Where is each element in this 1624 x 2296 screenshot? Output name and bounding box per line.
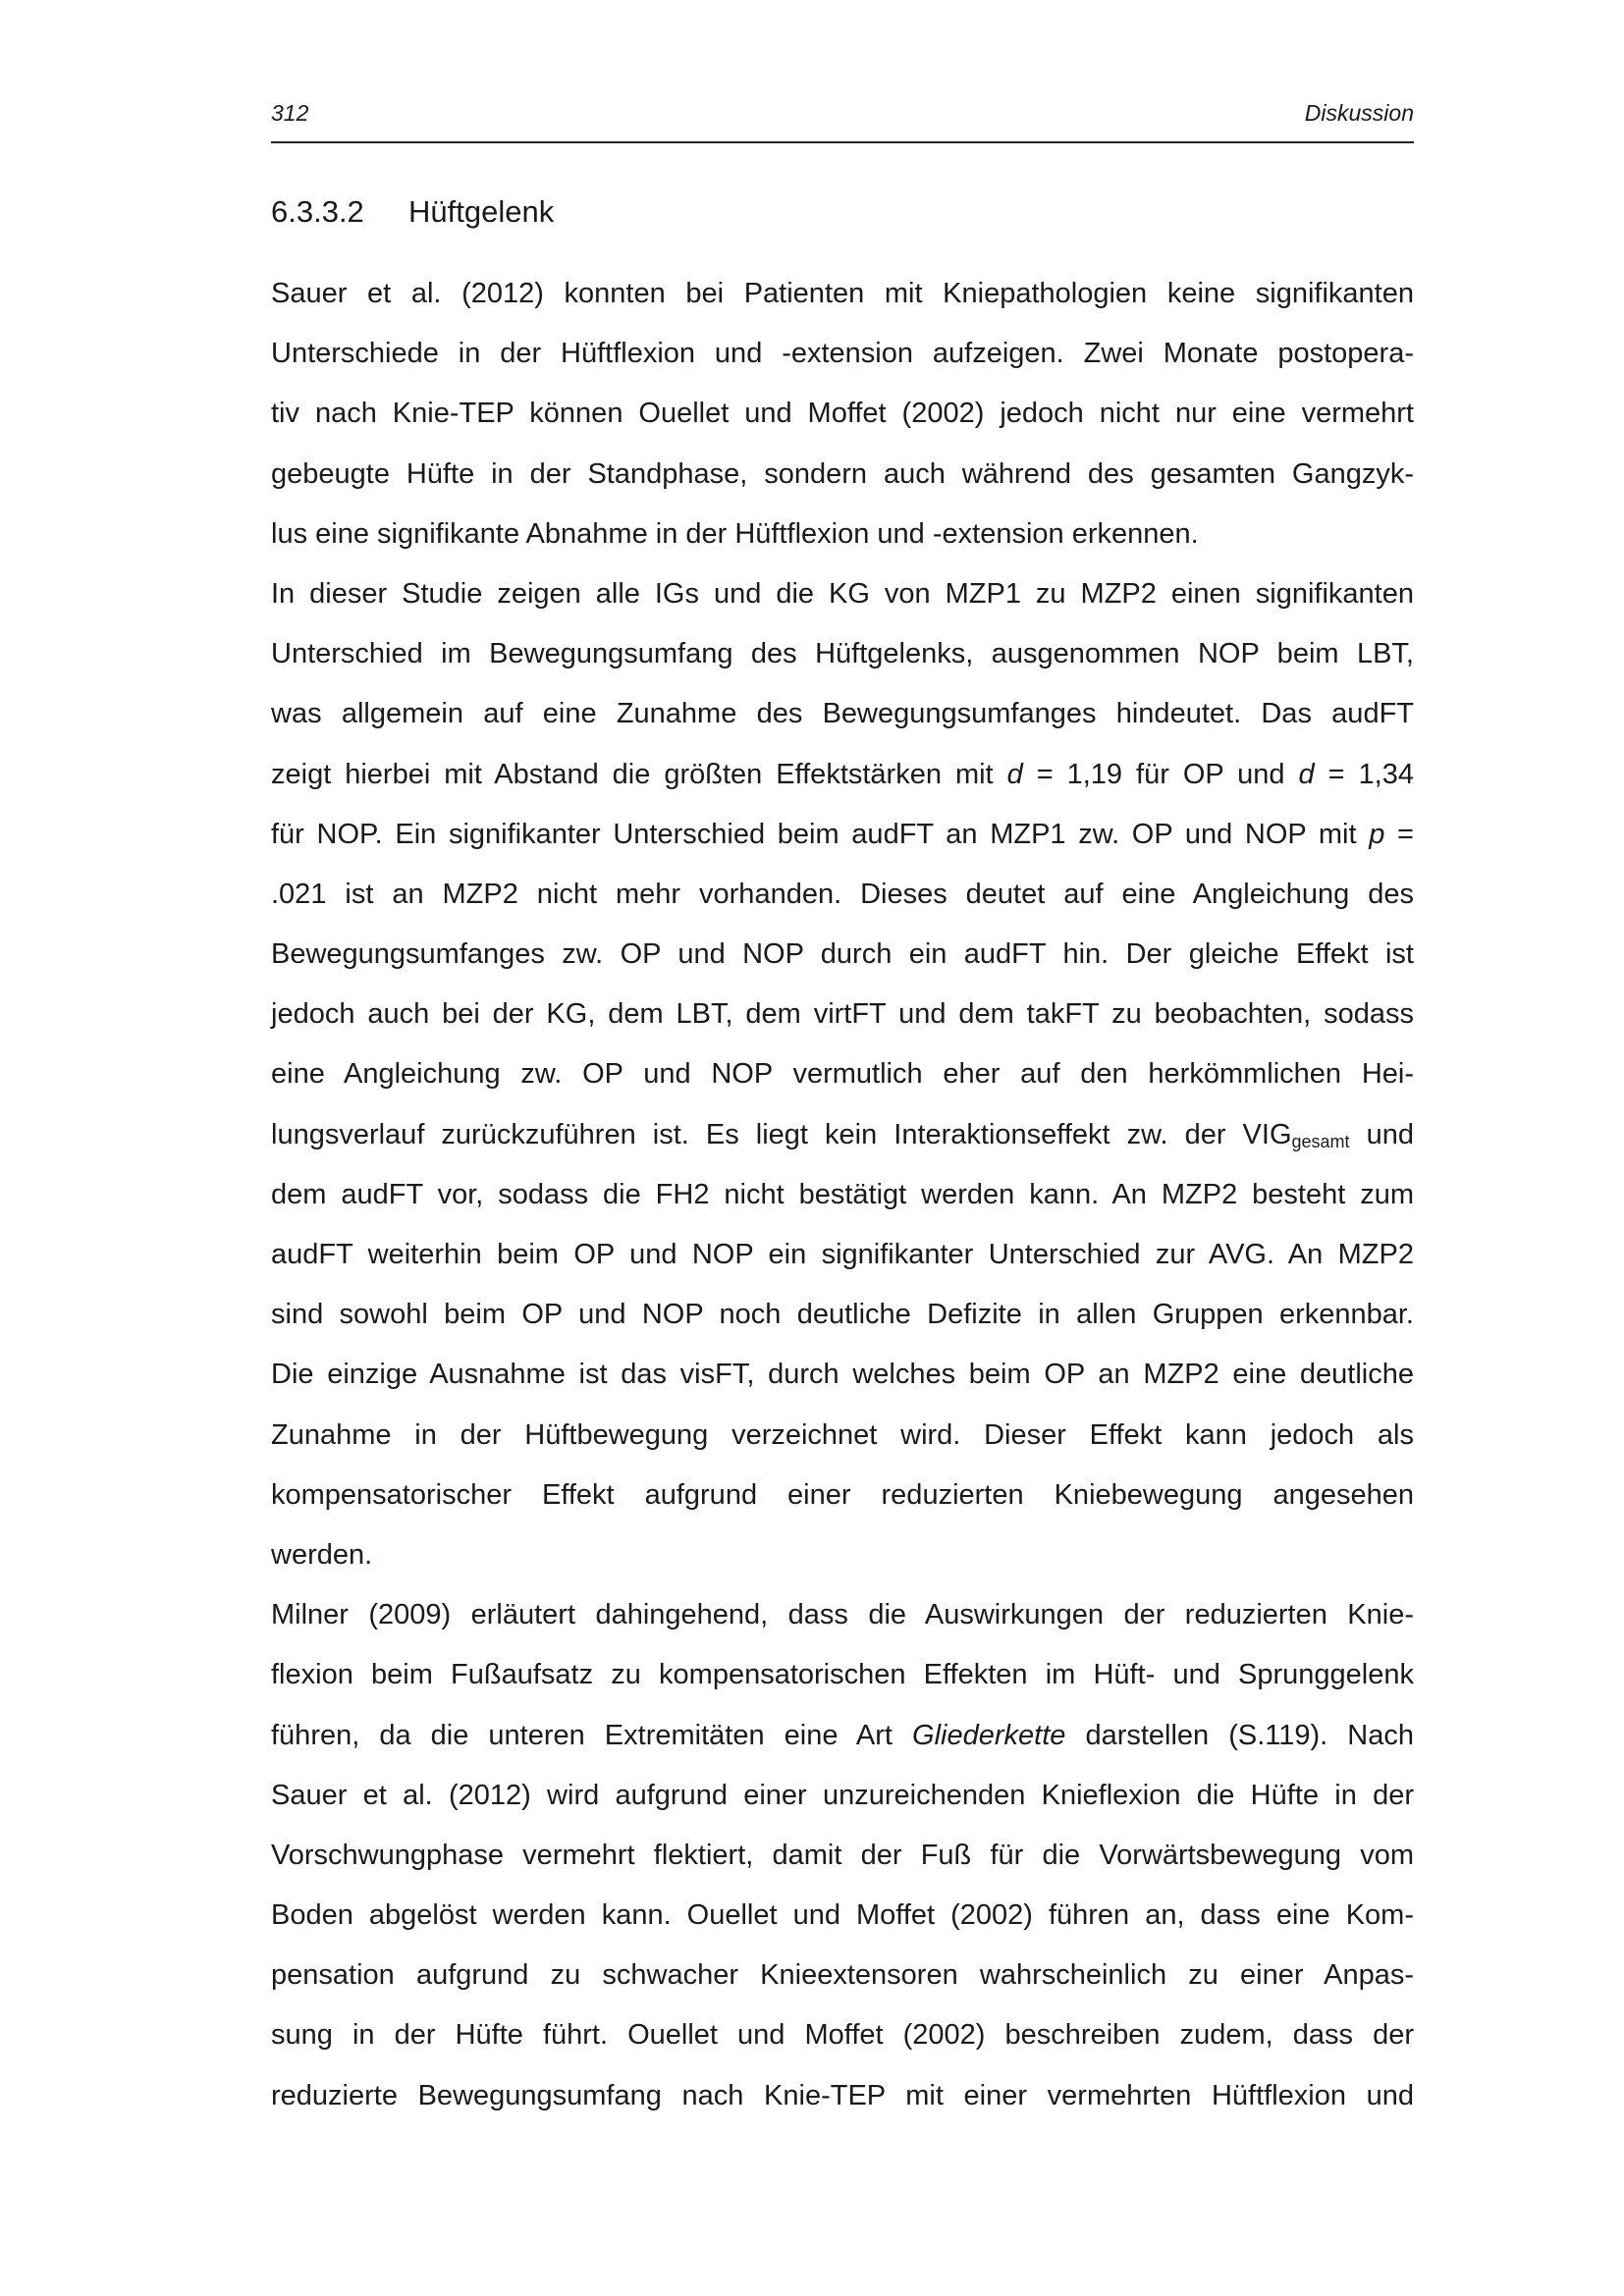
- text-line: sind sowohl beim OP und NOP noch deutliche Defizite in allen Gruppen erkennbar.: [271, 1299, 1414, 1331]
- text-line: dem audFT vor, sodass die FH2 nicht bestätigt werden kann. An MZP2 besteht zum: [271, 1178, 1414, 1210]
- text-line: Zunahme in der Hüftbewegung verzeichnet wird. Dieser Effekt kann jedoch als: [271, 1418, 1414, 1451]
- text-line: Boden abgelöst werden kann. Ouellet und Moffet (2002) führen an, dass eine Kom-: [271, 1899, 1414, 1932]
- text-line: [271, 745, 1414, 805]
- text-run: für NOP. Ein signifikanter Unterschied beim audFT an MZP1 zw. OP und NOP mit: [271, 818, 1370, 850]
- text-run: = 1,19 für OP und: [1022, 758, 1299, 790]
- text-line: werden.: [271, 1538, 373, 1571]
- text-line: was allgemein auf eine Zunahme des Bewegungsumfanges hindeutet. Das audFT: [271, 698, 1414, 730]
- text-line: Bewegungsumfanges zw. OP und NOP durch ein audFT hin. Der gleiche Effekt ist: [271, 938, 1414, 971]
- text-line: Unterschied im Bewegungsumfang des Hüftgelenks, ausgenommen NOP beim LBT,: [271, 638, 1414, 670]
- emphasis-term: Gliederkette: [912, 1719, 1066, 1751]
- text-line: In dieser Studie zeigen alle IGs und die KG von MZP1 zu MZP2 einen signifikanten: [271, 577, 1414, 610]
- page-number: 312: [271, 100, 309, 126]
- page-header: [271, 100, 1414, 143]
- variable-d: d: [1298, 758, 1315, 790]
- text-line: tiv nach Knie-TEP können Ouellet und Moffet (2002) jedoch nicht nur eine vermehrt: [271, 398, 1414, 430]
- text-line: .021 ist an MZP2 nicht mehr vorhanden. Dieses deutet auf eine Angleichung des: [271, 878, 1414, 910]
- text-line: Sauer et al. (2012) wird aufgrund einer unzureichenden Knieflexion die Hüfte in der: [271, 1779, 1414, 1811]
- text-run: zeigt hierbei mit Abstand die größten Effektstärken mit: [271, 758, 1007, 790]
- variable-d: d: [1006, 758, 1023, 790]
- text-line: flexion beim Fußaufsatz zu kompensatorischen Effekten im Hüft- und Sprunggelenk: [271, 1659, 1414, 1691]
- text-line: Unterschiede in der Hüftflexion und -extension aufzeigen. Zwei Monate postopera-: [271, 338, 1414, 370]
- text-line: [271, 1706, 1414, 1766]
- text-line: reduzierte Bewegungsumfang nach Knie-TEP mit einer vermehrten Hüftflexion und: [271, 2079, 1414, 2111]
- variable-p: p: [1369, 818, 1385, 850]
- section-number: 6.3.3.2: [271, 194, 364, 229]
- text-line: audFT weiterhin beim OP und NOP ein signifikanter Unterschied zur AVG. An MZP2: [271, 1239, 1414, 1270]
- subscript-gesamt: gesamt: [1291, 1131, 1350, 1151]
- text-run: = 1,34: [1314, 758, 1414, 790]
- text-line: sung in der Hüfte führt. Ouellet und Moffet (2002) beschreiben zudem, dass der: [271, 2019, 1414, 2052]
- text-line: [271, 805, 1414, 865]
- text-line: Sauer et al. (2012) konnten bei Patienten mit Kniepathologien keine signifikanten: [271, 278, 1414, 309]
- text-run: und: [1349, 1118, 1414, 1150]
- text-run: darstellen (S.119). Nach: [1065, 1719, 1414, 1751]
- text-line: pensation aufgrund zu schwacher Knieextensoren wahrscheinlich zu einer Anpas-: [271, 1959, 1414, 1992]
- running-title: Diskussion: [1304, 100, 1414, 126]
- text-line: kompensatorischer Effekt aufgrund einer reduzierten Kniebewegung angesehen: [271, 1478, 1414, 1511]
- text-line: lus eine signifikante Abnahme in der Hüftflexion und -extension erkennen.: [271, 517, 1199, 550]
- text-run: lungsverlauf zurückzuführen ist. Es liegt kein Interaktionseffekt zw. der VIG: [271, 1118, 1292, 1150]
- text-line: Vorschwungphase vermehrt flektiert, damit der Fuß für die Vorwärtsbewegung vom: [271, 1839, 1414, 1871]
- text-line: gebeugte Hüfte in der Standphase, sondern auch während des gesamten Gangzyk-: [271, 457, 1414, 490]
- text-line: Milner (2009) erläutert dahingehend, dass die Auswirkungen der reduzierten Knie-: [271, 1599, 1414, 1631]
- body-text: [271, 264, 1414, 2126]
- section-title: Hüftgelenk: [408, 194, 555, 229]
- section-heading: [271, 194, 554, 230]
- text-line: eine Angleichung zw. OP und NOP vermutlich eher auf den herkömmlichen Hei-: [271, 1058, 1414, 1091]
- text-run: führen, da die unteren Extremitäten eine Art: [271, 1719, 913, 1751]
- text-run: =: [1384, 818, 1414, 850]
- text-line: jedoch auch bei der KG, dem LBT, dem virtFT und dem takFT zu beobachten, sodass: [271, 998, 1414, 1031]
- text-line: Die einzige Ausnahme ist das visFT, durch welches beim OP an MZP2 eine deutliche: [271, 1359, 1414, 1391]
- text-line: [271, 1105, 1414, 1165]
